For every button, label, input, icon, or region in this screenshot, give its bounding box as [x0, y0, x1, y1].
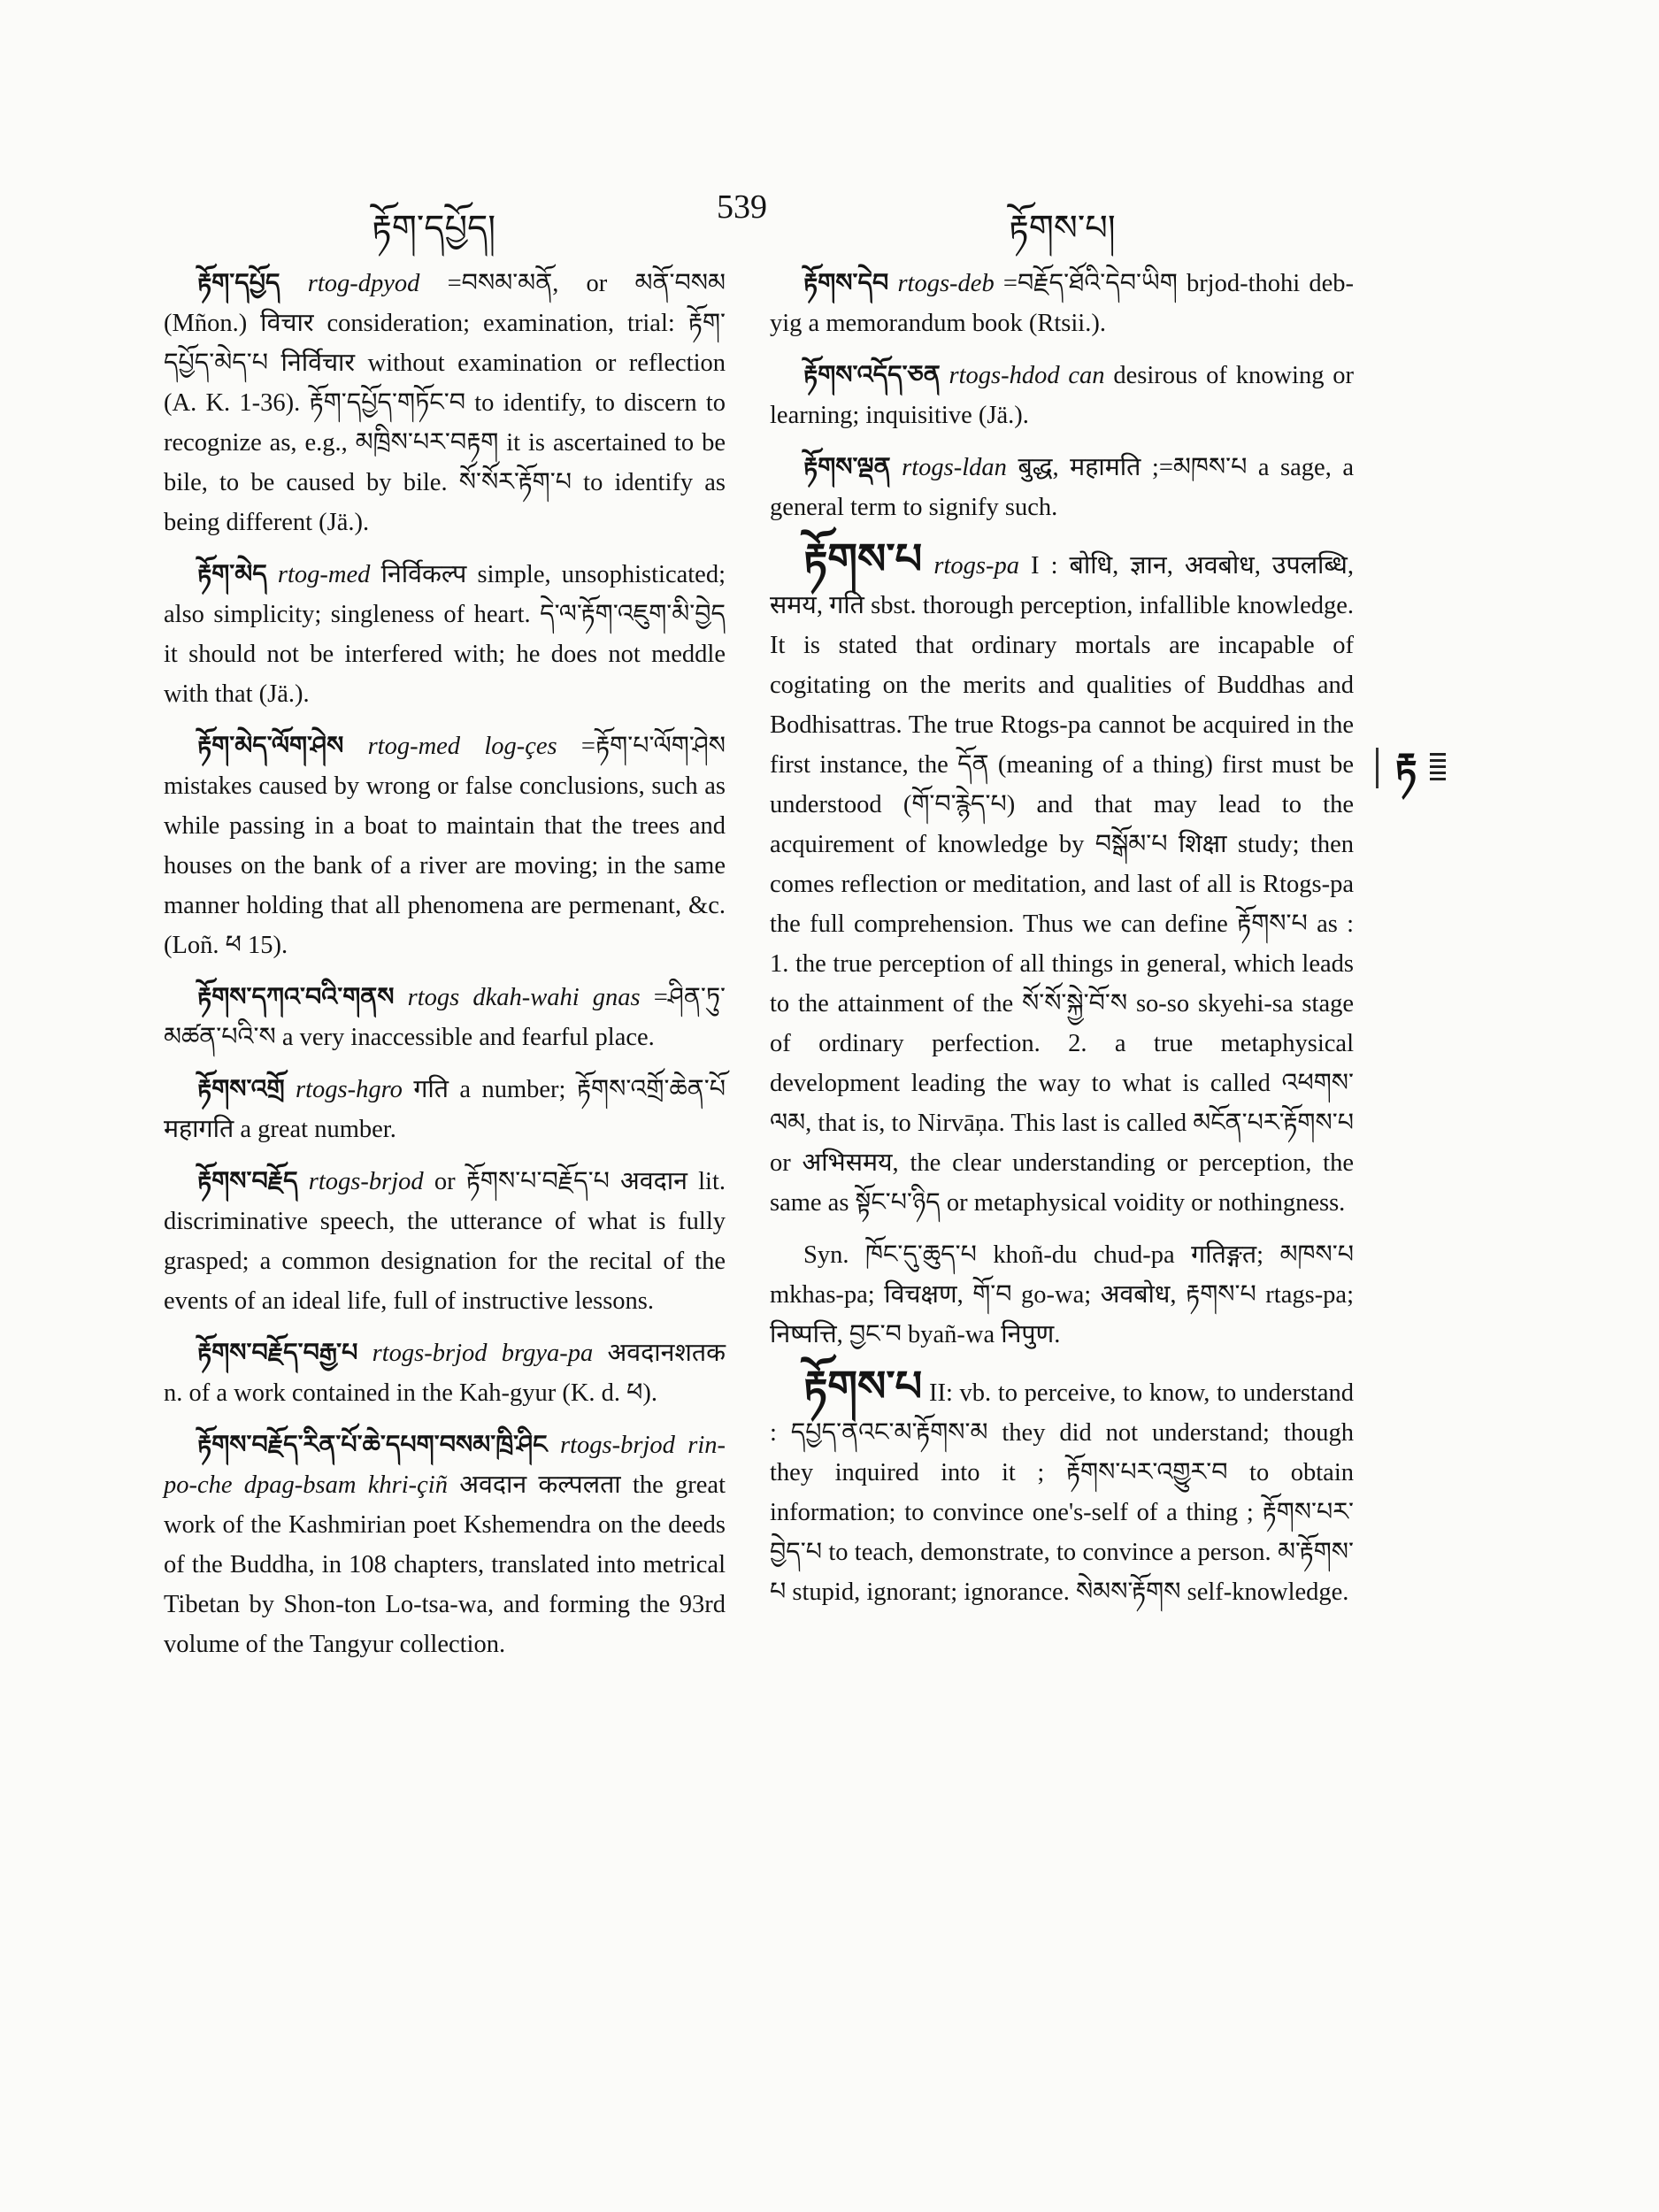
entry-definition: =ཤིན་ཏུ་མཚན་པའི་ས a very inaccessible and fearful place.	[164, 984, 726, 1051]
entry-transliteration: rtog-med log-çes	[367, 733, 557, 760]
entry-headword: རྟོགས་བརྗོད་རིན་པོ་ཆེ་དཔག་བསམ་ཁྲི་ཤིང	[197, 1432, 548, 1459]
entry-definition: or རྟོགས་པ་བརྗོད་པ अवदान lit. discriminative speech, the utterance of what is fully grasped; a common designation for the recital of the events of an ideal life, full of instructive lessons.	[164, 1168, 726, 1315]
entry-headword: རྟོགས་པ	[803, 536, 923, 583]
entry-definition: अवदान कल्पलता the great work of the Kashmirian poet Kshemendra on the deeds of the Buddha, in 108 chapters, translated into metrical Tibetan by Shon-ton Lo-tsa-wa, and forming the 93rd volume of the Tangyur collection.	[164, 1471, 726, 1658]
entry-rtogs-hdod-can	[770, 356, 1354, 435]
entry-rtogs-ldan	[770, 448, 1354, 527]
entry-headword: རྟོགས་བརྗོད	[197, 1168, 298, 1195]
entry-transliteration: rtog-med	[277, 561, 371, 588]
entry-transliteration: rtogs-hdod can	[949, 362, 1105, 389]
thumb-index-tab	[1376, 745, 1433, 790]
entry-syn-label: Syn.	[803, 1241, 849, 1269]
entry-headword: རྟོགས་དེབ	[803, 270, 889, 297]
entry-rtogs-hgro	[164, 1070, 726, 1149]
entry-rtog-dpyod	[164, 264, 726, 542]
entry-definition: =རྟོག་པ་ལོག་ཤེས mistakes caused by wrong or false conclusions, such as while passing in a boat to maintain that the trees and houses on the bank of a river are moving; in the same manner holding that all phenomena are permenant, &c. (Loñ. ཕ 15).	[164, 733, 726, 959]
entry-headword: རྟོགས་འདོད་ཅན	[803, 362, 941, 389]
entry-transliteration: rtogs-deb	[897, 270, 995, 297]
entry-rtogs-brjod-brgya-pa	[164, 1333, 726, 1413]
entry-headword: རྟོག་མེད་ལོག་ཤེས	[197, 733, 344, 760]
entry-definition: ཁོང་དུ་ཆུད་པ khoñ-du chud-pa गतिङ्गत; མཁས་པ mkhas-pa; विचक्षण, གོ་བ go-wa; अवबोध, རྟགས་པ rtags-pa; निष्पत्ति, བྱང་བ byañ-wa निपुण.	[770, 1241, 1354, 1348]
entry-headword: རྟོག་དཔྱོད	[197, 270, 280, 297]
thumb-index-lines-icon	[1430, 753, 1446, 783]
page-header	[159, 188, 1486, 249]
entry-rtog-med	[164, 555, 726, 714]
entry-transliteration: rtog-dpyod	[307, 270, 420, 297]
entry-headword: རྟོགས་པ	[803, 1363, 923, 1410]
left-running-headword: རྟོག་དཔྱོད།	[372, 208, 496, 249]
entry-definition: अवदानशतक n. of a work contained in the Kah-gyur (K. d. ཕ).	[164, 1340, 726, 1407]
entry-transliteration: rtogs-ldan	[902, 454, 1007, 481]
entry-rtogs-deb	[770, 264, 1354, 343]
left-column	[164, 264, 726, 1677]
entry-definition: I : बोधि, ज्ञान, अवबोध, उपलब्धि, समय, गति sbst. thorough perception, infallible knowledge. It is stated that ordinary mortals are incapable of cogitating on the merits and qualities of Buddhas and Bodhisattras. The true Rtogs-pa cannot be acquired in the first instance, the དོན (meaning of a thing) first must be understood (གོ་བ་རྙེད་པ) and that may lead to the acquirement of knowledge by བསྒོམ་པ शिक्षा study; then comes reflection or meditation, and last of all is Rtogs-pa the full comprehension. Thus we can define རྟོགས་པ as : 1. the true perception of all things in general, which leads to the attainment of the སོ་སོ་སྐྱེ་བོ་ས so-so skyehi-sa stage of ordinary perfection. 2. a true metaphysical development leading the way to what is called འཕགས་ལམ, that is, to Nirvāņa. This last is called མངོན་པར་རྟོགས་པ or अभिसमय, the clear understanding or perception, the same as སྟོང་པ་ཉིད or metaphysical voidity or nothingness.	[770, 552, 1355, 1217]
entry-rtogs-pa-verb	[770, 1363, 1354, 1612]
entry-rtogs-brjod-rin-po-che	[164, 1425, 726, 1664]
entry-rtog-med-log-ces	[164, 726, 726, 965]
entry-transliteration: rtogs-pa	[933, 552, 1019, 580]
thumb-index-letter: རྟ	[1394, 745, 1417, 790]
entry-transliteration: rtogs-brjod	[308, 1168, 424, 1195]
entry-definition: desirous of knowing or learning; inquisitive (Jä.).	[770, 362, 1355, 429]
entry-rtogs-brjod	[164, 1162, 726, 1321]
entry-headword: རྟོགས་ལྡན	[803, 454, 891, 481]
entry-transliteration: rtogs-brjod brgya-pa	[372, 1340, 594, 1367]
entry-definition: गति a number; རྟོགས་འགྲོ་ཆེན་པོ महागति a great number.	[164, 1076, 726, 1143]
right-column	[770, 264, 1354, 1624]
entry-rtogs-dkah-wahi-gnas	[164, 978, 726, 1057]
entry-definition: निर्विकल्प simple, unsophisticated; also simplicity; singleness of heart. དེ་ལ་རྟོག་འཇུག་མི་བྱེད it should not be interfered with; he does not meddle with that (Jä.).	[164, 561, 726, 708]
entry-synonyms	[770, 1235, 1354, 1355]
entry-rtogs-pa-noun	[770, 536, 1355, 1223]
entry-definition: =བསམ་མནོ, or མནོ་བསམ (Mñon.) विचार consideration; examination, trial: རྟོག་དཔྱོད་མེད་པ निर्विचार without examination or reflection (A. K. 1-36). རྟོག་དཔྱོད་གཏོང་བ to identify, to discern to recognize as, e.g., མཁྲིས་པར་བརྟག it is ascertained to be bile, to be caused by bile. སོ་སོར་རྟོག་པ to identify as being different (Jä.).	[164, 270, 726, 536]
entry-headword: རྟོག་མེད	[197, 561, 267, 588]
page-number: 539	[717, 188, 767, 226]
entry-transliteration: rtogs dkah-wahi gnas	[407, 984, 641, 1011]
entry-transliteration: rtogs-hgro	[296, 1076, 403, 1103]
entry-headword: རྟོགས་འགྲོ	[197, 1076, 285, 1103]
entry-headword: རྟོགས་དཀའ་བའི་གནས	[197, 984, 395, 1011]
entry-definition: =བརྗོད་ཐོའི་དེབ་ཡིག brjod-thohi deb-yig a memorandum book (Rtsii.).	[770, 270, 1355, 337]
entry-definition: बुद्ध, महामति ;=མཁས་པ a sage, a general term to signify such.	[770, 454, 1355, 521]
entry-headword: རྟོགས་བརྗོད་བརྒྱ་པ	[197, 1340, 358, 1367]
entry-transliteration: rtogs-brjod rin-po-che dpag-bsam khri-çiñ	[164, 1432, 726, 1499]
right-running-headword: རྟོགས་པ།	[1009, 208, 1116, 249]
entry-definition: II: vb. to perceive, to know, to understand : དཔྱད་ནའང་མ་རྟོགས་མ they did not understand; though they inquired into it ; རྟོགས་པར་འགྱུར་བ to obtain information; to convince one's-self of a thing ; རྟོགས་པར་བྱེད་པ to teach, demonstrate, to convince a person. མ་རྟོགས་པ stupid, ignorant; ignorance. སེམས་རྟོགས self-knowledge.	[770, 1379, 1354, 1606]
